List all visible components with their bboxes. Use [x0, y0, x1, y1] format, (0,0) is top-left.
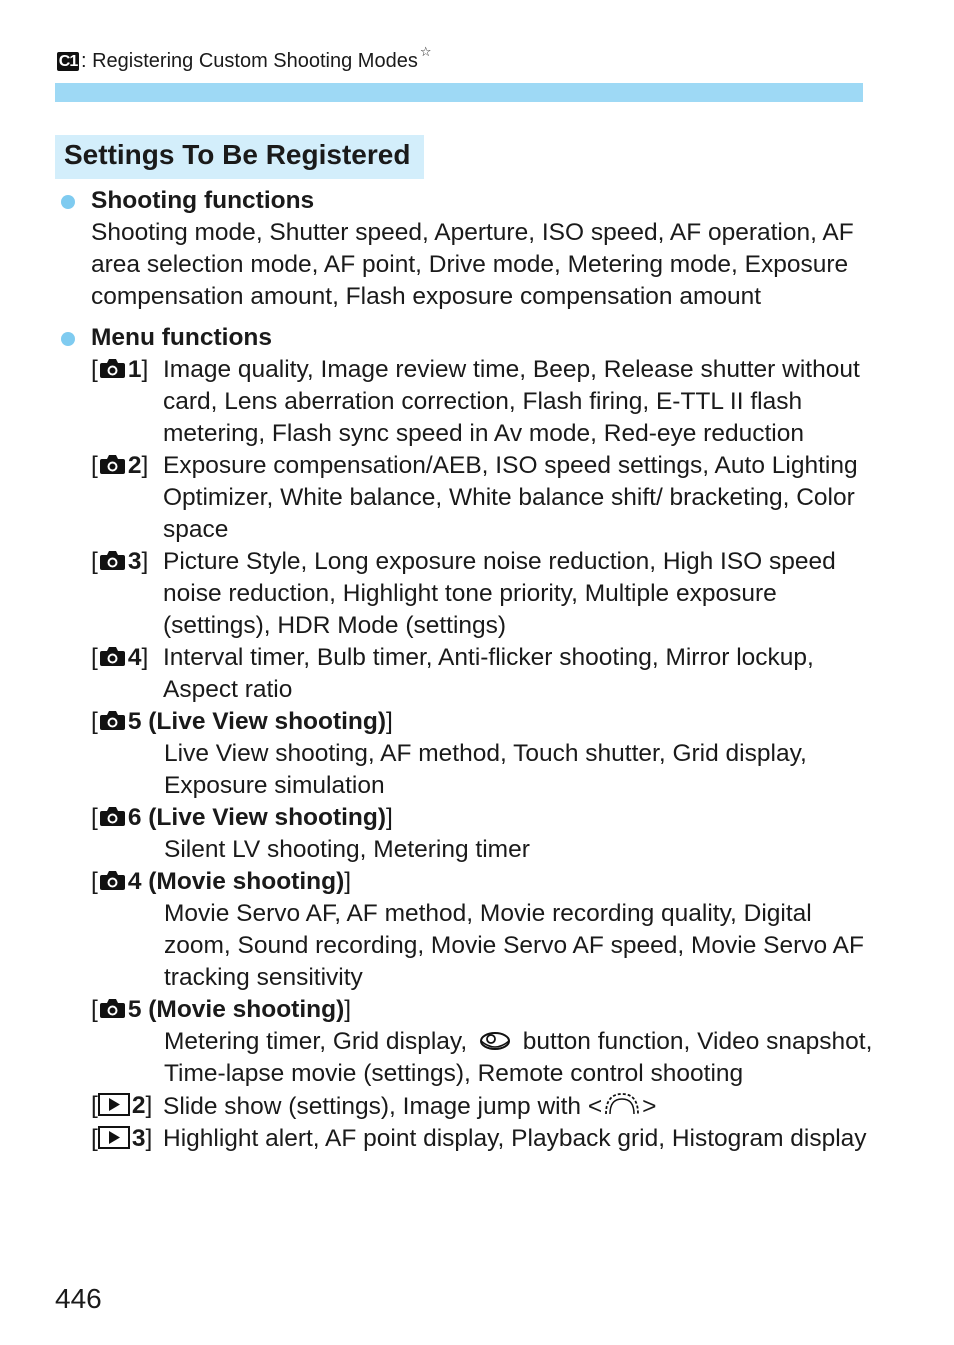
menu-item-playback-3 — [0, 1123, 954, 1155]
menu-item-shooting-4 — [0, 642, 954, 706]
page-number: 446 — [55, 1283, 102, 1314]
tab-label: [ 4] — [91, 644, 149, 671]
section-title: Settings To Be Registered — [55, 135, 424, 179]
menu-functions-heading — [0, 322, 954, 354]
main-dial-icon — [602, 1090, 642, 1118]
header-title: : Registering Custom Shooting Modes — [81, 50, 418, 72]
shooting-functions-title: Shooting functions — [91, 187, 315, 214]
tab-description: Image quality, Image review time, Beep, Release shutter without card, Lens aberration correction, Flash firing, E-TTL II flash metering, Flash sync speed in Av mode, Red-eye reduction — [163, 356, 860, 447]
tab-heading: (Live View shooting) — [141, 804, 387, 831]
menu-item-playback-2 — [0, 1090, 954, 1123]
tab-description: Live View shooting, AF method, Touch shutter, Grid display, Exposure simulation — [164, 740, 807, 799]
page-header — [57, 44, 432, 74]
tab-description: Movie Servo AF, AF method, Movie recording quality, Digital zoom, Sound recording, Movie Servo AF speed, Movie Servo AF tracking sensitivity — [164, 900, 864, 991]
tab-description: Highlight alert, AF point display, Playback grid, Histogram display — [163, 1125, 867, 1152]
menu-item-shooting-5-movie: [ 5 (Movie shooting)] — [91, 996, 352, 1023]
camera-icon — [99, 710, 126, 731]
tab-description: Silent LV shooting, Metering timer — [164, 836, 530, 863]
camera-icon — [99, 358, 126, 379]
tab-description: Slide show (settings), Image jump with < > — [163, 1090, 954, 1123]
tab-heading: (Movie shooting) — [141, 868, 345, 895]
tab-description: Exposure compensation/AEB, ISO speed settings, Auto Lighting Optimizer, White balance, White balance shift/ bracketing, Color space — [163, 452, 858, 543]
camera-icon — [99, 806, 126, 827]
settings-content — [0, 185, 954, 1155]
menu-item-shooting-4-movie: [ 4 (Movie shooting)] — [91, 868, 352, 895]
camera-icon — [99, 646, 126, 667]
tab-label: [ 2] — [91, 452, 149, 479]
playback-icon — [98, 1126, 130, 1149]
camera-icon — [99, 998, 126, 1019]
tab-description: Interval timer, Bulb timer, Anti-flicker shooting, Mirror lockup, Aspect ratio — [163, 644, 814, 703]
camera-icon — [99, 870, 126, 891]
tab-label: [ 2] — [91, 1092, 153, 1119]
shooting-functions-text: Shooting mode, Shutter speed, Aperture, ISO speed, AF operation, AF area selection mode, AF point, Drive mode, Metering mode, Exposure compensation amount, Flash exposure compensation amount — [91, 219, 854, 310]
tab-description: Metering timer, Grid display, button function, Video snapshot, Time-lapse movie (settings), Remote control shooting — [164, 1028, 873, 1087]
tab-heading: (Live View shooting) — [141, 708, 387, 735]
bullet-icon — [61, 195, 75, 209]
menu-functions-title: Menu functions — [91, 324, 273, 351]
bullet-icon — [61, 332, 75, 346]
tab-label: [ 3] — [91, 548, 149, 575]
menu-item-shooting-1 — [0, 354, 954, 450]
playback-icon — [98, 1093, 130, 1116]
menu-item-shooting-5-live-view: [ 5 (Live View shooting)] — [91, 708, 393, 735]
menu-item-shooting-3 — [0, 546, 954, 642]
menu-item-shooting-6-live-view: [ 6 (Live View shooting)] — [91, 804, 393, 831]
custom-mode-c1-icon: C1 — [58, 52, 78, 70]
camera-icon — [99, 550, 126, 571]
tab-label: [ 1] — [91, 356, 149, 383]
camera-icon — [99, 454, 126, 475]
tab-description: Picture Style, Long exposure noise reduction, High ISO speed noise reduction, Highlight tone priority, Multiple exposure (settings), HDR Mode (settings) — [163, 548, 836, 639]
menu-item-shooting-2 — [0, 450, 954, 546]
header-accent-bar — [55, 83, 863, 102]
shooting-functions-heading — [0, 185, 954, 217]
depth-of-field-preview-icon — [478, 1028, 512, 1052]
tab-heading: (Movie shooting) — [141, 996, 345, 1023]
tab-label: [ 3] — [91, 1125, 153, 1152]
star-icon: ☆ — [419, 44, 432, 59]
